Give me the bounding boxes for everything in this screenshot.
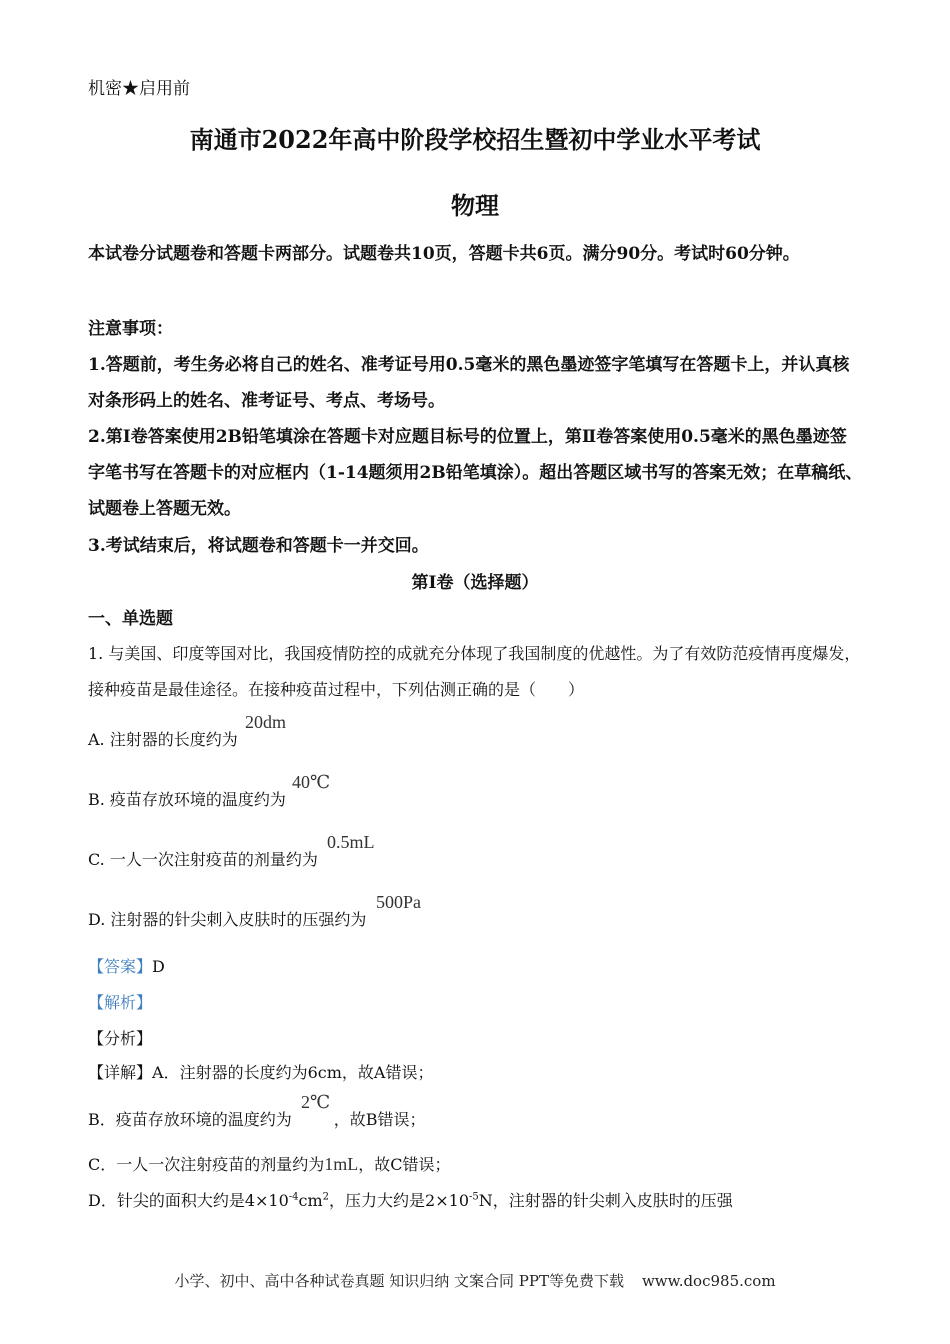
notice-heading: 注意事项： [88,319,173,339]
answer-line [88,954,165,977]
option-c: C. 一人一次注射疫苗的剂量约为 [88,850,318,869]
detail-a [88,1060,433,1083]
footer-text: 小学、初中、高中各种试卷真题 知识归纳 文案合同 PPT等免费下载 [174,1272,624,1290]
detail-d-mid2: ，压力大约是2×10 [329,1191,469,1210]
option-d-value: 500Pa [376,892,421,912]
option-a-value: 20dm [245,712,287,732]
notice-item-1: 1.答题前，考生务必将自己的姓名、准考证号用0.5毫米的黑色墨迹签字笔填写在答题卡上，并认真核对条形码上的姓名、准考证号、考点、考场号。 [88,355,850,411]
detail-d-post: N，注射器的针尖刺入皮肤时的压强 [478,1191,733,1210]
detail-d [88,1188,733,1211]
detail-b-value: 2℃ [301,1092,331,1112]
exam-title: 南通市2022年高中阶段学校招生暨初中学业水平考试 [189,125,761,154]
confidential-mark: 机密★启用前 [88,79,190,99]
footer-url[interactable]: www.doc985.com [641,1272,776,1290]
answer-tag: 【答案】 [88,957,153,976]
exam-intro: 本试卷分试题卷和答题卡两部分。试题卷共10页，答题卡共6页。满分90分。考试时60分钟。 [88,244,800,264]
detail-c-value: 1mL [324,1154,359,1174]
detail-b-pre: B．疫苗存放环境的温度约为 [88,1110,292,1129]
option-d: D. 注射器的针尖刺入皮肤时的压强约为 [88,910,367,929]
volume-heading: 第Ⅰ卷（选择题） [411,573,539,593]
notice-item-3: 3.考试结束后，将试题卷和答题卡一并交回。 [88,536,429,556]
detail-c-pre: C．一人一次注射疫苗的剂量约为 [88,1155,325,1174]
detail-d-exp1: -4 [288,1191,299,1203]
option-c-value: 0.5mL [327,832,375,852]
fenxi-tag: 【分析】 [88,1029,153,1048]
option-a: A. 注射器的长度约为 [88,730,238,749]
notice-item-2: 2.第Ⅰ卷答案使用2B铅笔填涂在答题卡对应题目标号的位置上，第Ⅱ卷答案使用0.5毫米的黑色墨迹签字笔书写在答题卡的对应框内（1-14题须用2B铅笔填涂）。超出答题区域书写的答案无效；在草稿纸、试题卷上答题无效。 [88,427,863,519]
detail-d-exp3: -5 [469,1191,479,1203]
option-b-value: 40℃ [292,772,331,792]
detail-c [88,1152,451,1175]
detail-d-exp2: 2 [322,1191,330,1203]
detail-d-pre: D．针尖的面积大约是4×10 [88,1191,289,1210]
option-b: B. 疫苗存放环境的温度约为 [88,790,286,809]
question-stem: 1. 与美国、印度等国对比，我国疫情防控的成就充分体现了我国制度的优越性。为了有效防范疫情再度爆发，接种疫苗是最佳途径。在接种疫苗过程中，下列估测正确的是（ ） [88,644,861,699]
subject-title: 物理 [451,191,499,220]
section-heading: 一、单选题 [88,609,173,629]
answer-value: D [152,957,165,976]
analysis-tag: 【解析】 [88,993,153,1012]
detail-a-text: A．注射器的长度约为6cm，故A错误； [152,1063,434,1082]
detail-c-post: ，故C错误； [358,1155,451,1174]
detail-b [88,1107,426,1130]
detail-tag: 【详解】 [88,1063,153,1082]
detail-b-post: ，故B错误； [333,1110,426,1129]
page-footer [0,1270,950,1291]
detail-d-mid1: cm [298,1191,323,1210]
